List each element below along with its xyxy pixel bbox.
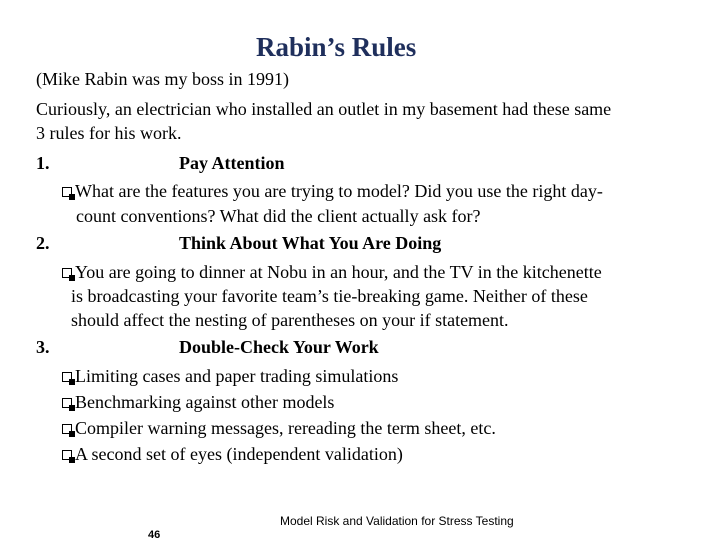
bullet-icon — [62, 398, 72, 408]
bullet-icon — [62, 424, 72, 434]
rule-2-bullet-1-cont-a: is broadcasting your favorite team’s tie-breaking game. Neither of these — [71, 286, 588, 306]
bullet-text-line: Limiting cases and paper trading simulations — [75, 366, 399, 386]
rule-1-bullet-1-cont: count conventions? What did the client actually ask for? — [76, 206, 481, 226]
intro-line-1: (Mike Rabin was my boss in 1991) — [36, 69, 289, 89]
footer-text: Model Risk and Validation for Stress Testing — [280, 514, 514, 528]
bullet-icon — [62, 372, 72, 382]
rule-2-bullet-1-cont-b: should affect the nesting of parentheses on your if statement. — [71, 310, 509, 330]
rule-3-bullet-2 — [62, 389, 334, 415]
bullet-text-line: You are going to dinner at Nobu in an hour, and the TV in the kitchenette — [75, 262, 602, 282]
rule-2-bullet-1 — [62, 259, 602, 285]
bullet-text-line: What are the features you are trying to model? Did you use the right day- — [75, 181, 603, 201]
rule-heading-1: Pay Attention — [179, 153, 285, 173]
rule-3-bullet-3 — [62, 415, 496, 441]
intro-line-2: Curiously, an electrician who installed an outlet in my basement had these same — [36, 99, 612, 119]
bullet-text-line: Benchmarking against other models — [75, 392, 335, 412]
rule-3-bullet-4 — [62, 441, 403, 467]
rule-number-2: 2. — [36, 233, 50, 253]
rule-heading-3: Double-Check Your Work — [179, 337, 379, 357]
rule-1-bullet-1 — [62, 178, 603, 204]
rule-number-3: 3. — [36, 337, 50, 357]
rule-heading-2: Think About What You Are Doing — [179, 233, 442, 253]
intro-line-3: 3 rules for his work. — [36, 123, 182, 143]
bullet-icon — [62, 187, 72, 197]
rule-3-bullet-1 — [62, 363, 398, 389]
bullet-icon — [62, 450, 72, 460]
bullet-text-line: Compiler warning messages, rereading the term sheet, etc. — [75, 418, 496, 438]
slide-title: Rabin’s Rules — [256, 32, 417, 62]
page-number: 46 — [148, 529, 161, 541]
bullet-icon — [62, 268, 72, 278]
rule-number-1: 1. — [36, 153, 50, 173]
bullet-text-line: A second set of eyes (independent validation) — [75, 444, 403, 464]
